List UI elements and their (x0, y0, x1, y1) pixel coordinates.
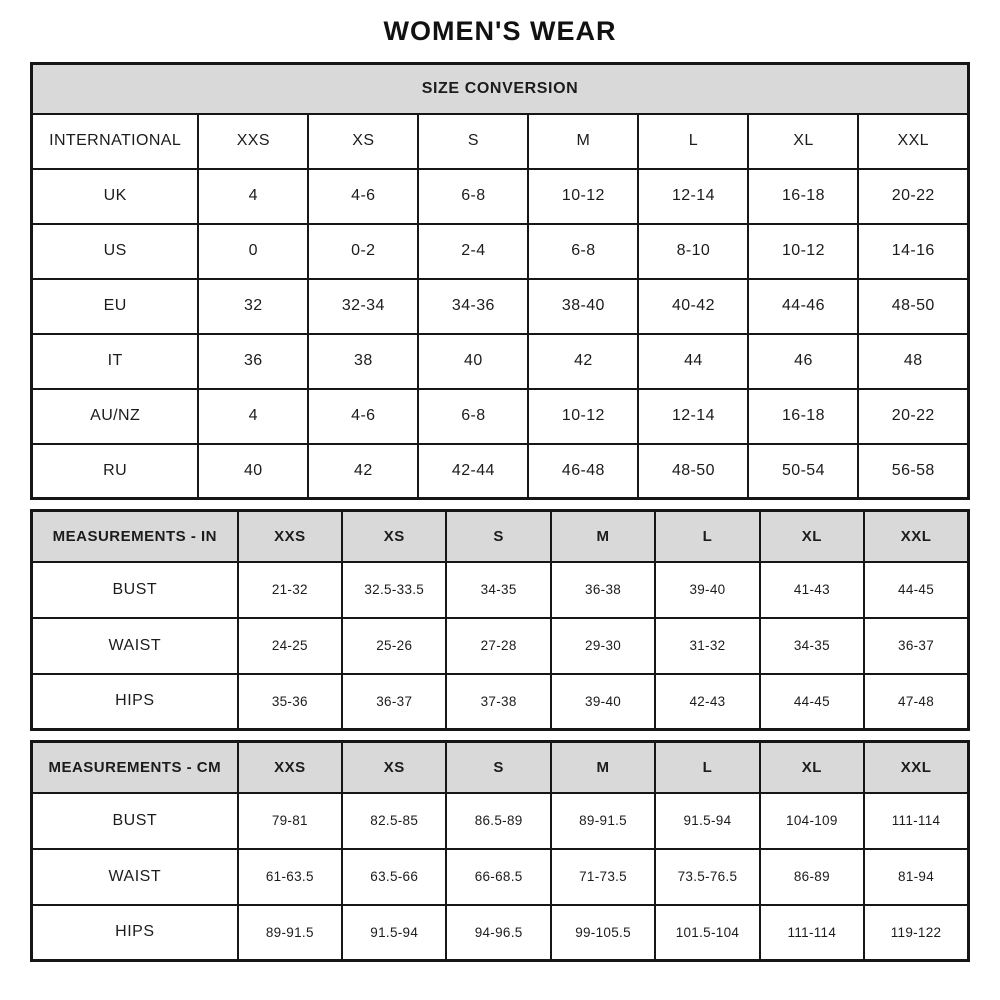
cell-value: 39-40 (655, 562, 759, 618)
cell-value: 42 (528, 334, 638, 389)
size-column-header: XS (342, 742, 446, 793)
cell-value: 2-4 (418, 224, 528, 279)
cell-value: 14-16 (858, 224, 968, 279)
cell-value: 94-96.5 (446, 905, 550, 961)
cell-value: 81-94 (864, 849, 968, 905)
page-title: WOMEN'S WEAR (383, 16, 617, 46)
cell-value: 38-40 (528, 279, 638, 334)
cell-value: L (638, 114, 748, 169)
cell-value: 4 (198, 169, 308, 224)
cell-value: 20-22 (858, 389, 968, 444)
size-column-header: XL (760, 742, 864, 793)
size-column-header: L (655, 742, 759, 793)
size-column-header: XXL (864, 742, 968, 793)
table-title: MEASUREMENTS - IN (32, 511, 238, 562)
cell-value: 44-45 (760, 674, 864, 730)
row-label: WAIST (32, 849, 238, 905)
size-column-header: XS (342, 511, 446, 562)
cell-value: 79-81 (238, 793, 342, 849)
row-label: WAIST (32, 618, 238, 674)
cell-value: 36-37 (342, 674, 446, 730)
cell-value: 86-89 (760, 849, 864, 905)
cell-value: 10-12 (748, 224, 858, 279)
table-row (32, 224, 969, 279)
cell-value: 34-35 (760, 618, 864, 674)
cell-value: 46 (748, 334, 858, 389)
table-title-row (32, 64, 969, 114)
table-row (32, 334, 969, 389)
cell-value: 36-37 (864, 618, 968, 674)
cell-value: 44-45 (864, 562, 968, 618)
cell-value: 119-122 (864, 905, 968, 961)
cell-value: 4-6 (308, 169, 418, 224)
cell-value: 16-18 (748, 169, 858, 224)
row-label: EU (32, 279, 199, 334)
table-row (32, 674, 969, 730)
measurements-cm-table (30, 740, 970, 962)
cell-value: 12-14 (638, 169, 748, 224)
cell-value: 42-43 (655, 674, 759, 730)
cell-value: 101.5-104 (655, 905, 759, 961)
table-row (32, 169, 969, 224)
cell-value: 0-2 (308, 224, 418, 279)
cell-value: 48 (858, 334, 968, 389)
cell-value: 6-8 (418, 389, 528, 444)
cell-value: 44-46 (748, 279, 858, 334)
cell-value: 40 (418, 334, 528, 389)
cell-value: 91.5-94 (655, 793, 759, 849)
cell-value: 12-14 (638, 389, 748, 444)
row-label: RU (32, 444, 199, 499)
row-label: UK (32, 169, 199, 224)
size-column-header: XXS (238, 742, 342, 793)
table-row (32, 114, 969, 169)
cell-value: 31-32 (655, 618, 759, 674)
cell-value: 24-25 (238, 618, 342, 674)
cell-value: 10-12 (528, 169, 638, 224)
size-column-header: M (551, 511, 655, 562)
cell-value: 61-63.5 (238, 849, 342, 905)
size-conversion-table (30, 62, 970, 500)
row-label: INTERNATIONAL (32, 114, 199, 169)
row-label: HIPS (32, 674, 238, 730)
cell-value: 34-35 (446, 562, 550, 618)
cell-value: 73.5-76.5 (655, 849, 759, 905)
cell-value: 8-10 (638, 224, 748, 279)
table-row (32, 562, 969, 618)
cell-value: 20-22 (858, 169, 968, 224)
cell-value: 16-18 (748, 389, 858, 444)
cell-value: 29-30 (551, 618, 655, 674)
cell-value: 32-34 (308, 279, 418, 334)
cell-value: XL (748, 114, 858, 169)
row-label: IT (32, 334, 199, 389)
cell-value: XXS (198, 114, 308, 169)
cell-value: 39-40 (551, 674, 655, 730)
cell-value: 89-91.5 (238, 905, 342, 961)
row-label: BUST (32, 562, 238, 618)
cell-value: 42-44 (418, 444, 528, 499)
cell-value: XS (308, 114, 418, 169)
cell-value: 104-109 (760, 793, 864, 849)
row-label: BUST (32, 793, 238, 849)
size-column-header: S (446, 511, 550, 562)
table-title: MEASUREMENTS - CM (32, 742, 238, 793)
row-label: AU/NZ (32, 389, 199, 444)
size-column-header: S (446, 742, 550, 793)
table-row (32, 618, 969, 674)
cell-value: 6-8 (528, 224, 638, 279)
header-row (32, 742, 969, 793)
cell-value: 36 (198, 334, 308, 389)
cell-value: 36-38 (551, 562, 655, 618)
size-column-header: XXS (238, 511, 342, 562)
cell-value: 47-48 (864, 674, 968, 730)
cell-value: 82.5-85 (342, 793, 446, 849)
row-label: HIPS (32, 905, 238, 961)
cell-value: S (418, 114, 528, 169)
size-column-header: M (551, 742, 655, 793)
cell-value: 71-73.5 (551, 849, 655, 905)
cell-value: 48-50 (858, 279, 968, 334)
size-column-header: XXL (864, 511, 968, 562)
cell-value: 38 (308, 334, 418, 389)
cell-value: 21-32 (238, 562, 342, 618)
cell-value: 86.5-89 (446, 793, 550, 849)
cell-value: 56-58 (858, 444, 968, 499)
size-column-header: XL (760, 511, 864, 562)
cell-value: 40 (198, 444, 308, 499)
cell-value: 50-54 (748, 444, 858, 499)
size-conversion-title: SIZE CONVERSION (32, 64, 969, 114)
cell-value: 27-28 (446, 618, 550, 674)
cell-value: 4 (198, 389, 308, 444)
cell-value: 111-114 (864, 793, 968, 849)
cell-value: 25-26 (342, 618, 446, 674)
table-row (32, 793, 969, 849)
cell-value: 37-38 (446, 674, 550, 730)
cell-value: 44 (638, 334, 748, 389)
cell-value: 40-42 (638, 279, 748, 334)
cell-value: 41-43 (760, 562, 864, 618)
cell-value: 99-105.5 (551, 905, 655, 961)
table-row (32, 444, 969, 499)
table-row (32, 849, 969, 905)
cell-value: 32.5-33.5 (342, 562, 446, 618)
cell-value: 91.5-94 (342, 905, 446, 961)
cell-value: 10-12 (528, 389, 638, 444)
cell-value: 48-50 (638, 444, 748, 499)
cell-value: 66-68.5 (446, 849, 550, 905)
size-column-header: L (655, 511, 759, 562)
measurements-in-table (30, 509, 970, 731)
cell-value: 35-36 (238, 674, 342, 730)
cell-value: 4-6 (308, 389, 418, 444)
cell-value: 0 (198, 224, 308, 279)
table-row (32, 279, 969, 334)
cell-value: XXL (858, 114, 968, 169)
cell-value: 32 (198, 279, 308, 334)
cell-value: 6-8 (418, 169, 528, 224)
cell-value: M (528, 114, 638, 169)
header-row (32, 511, 969, 562)
cell-value: 111-114 (760, 905, 864, 961)
table-row (32, 389, 969, 444)
cell-value: 34-36 (418, 279, 528, 334)
cell-value: 63.5-66 (342, 849, 446, 905)
cell-value: 42 (308, 444, 418, 499)
cell-value: 89-91.5 (551, 793, 655, 849)
row-label: US (32, 224, 199, 279)
cell-value: 46-48 (528, 444, 638, 499)
table-row (32, 905, 969, 961)
